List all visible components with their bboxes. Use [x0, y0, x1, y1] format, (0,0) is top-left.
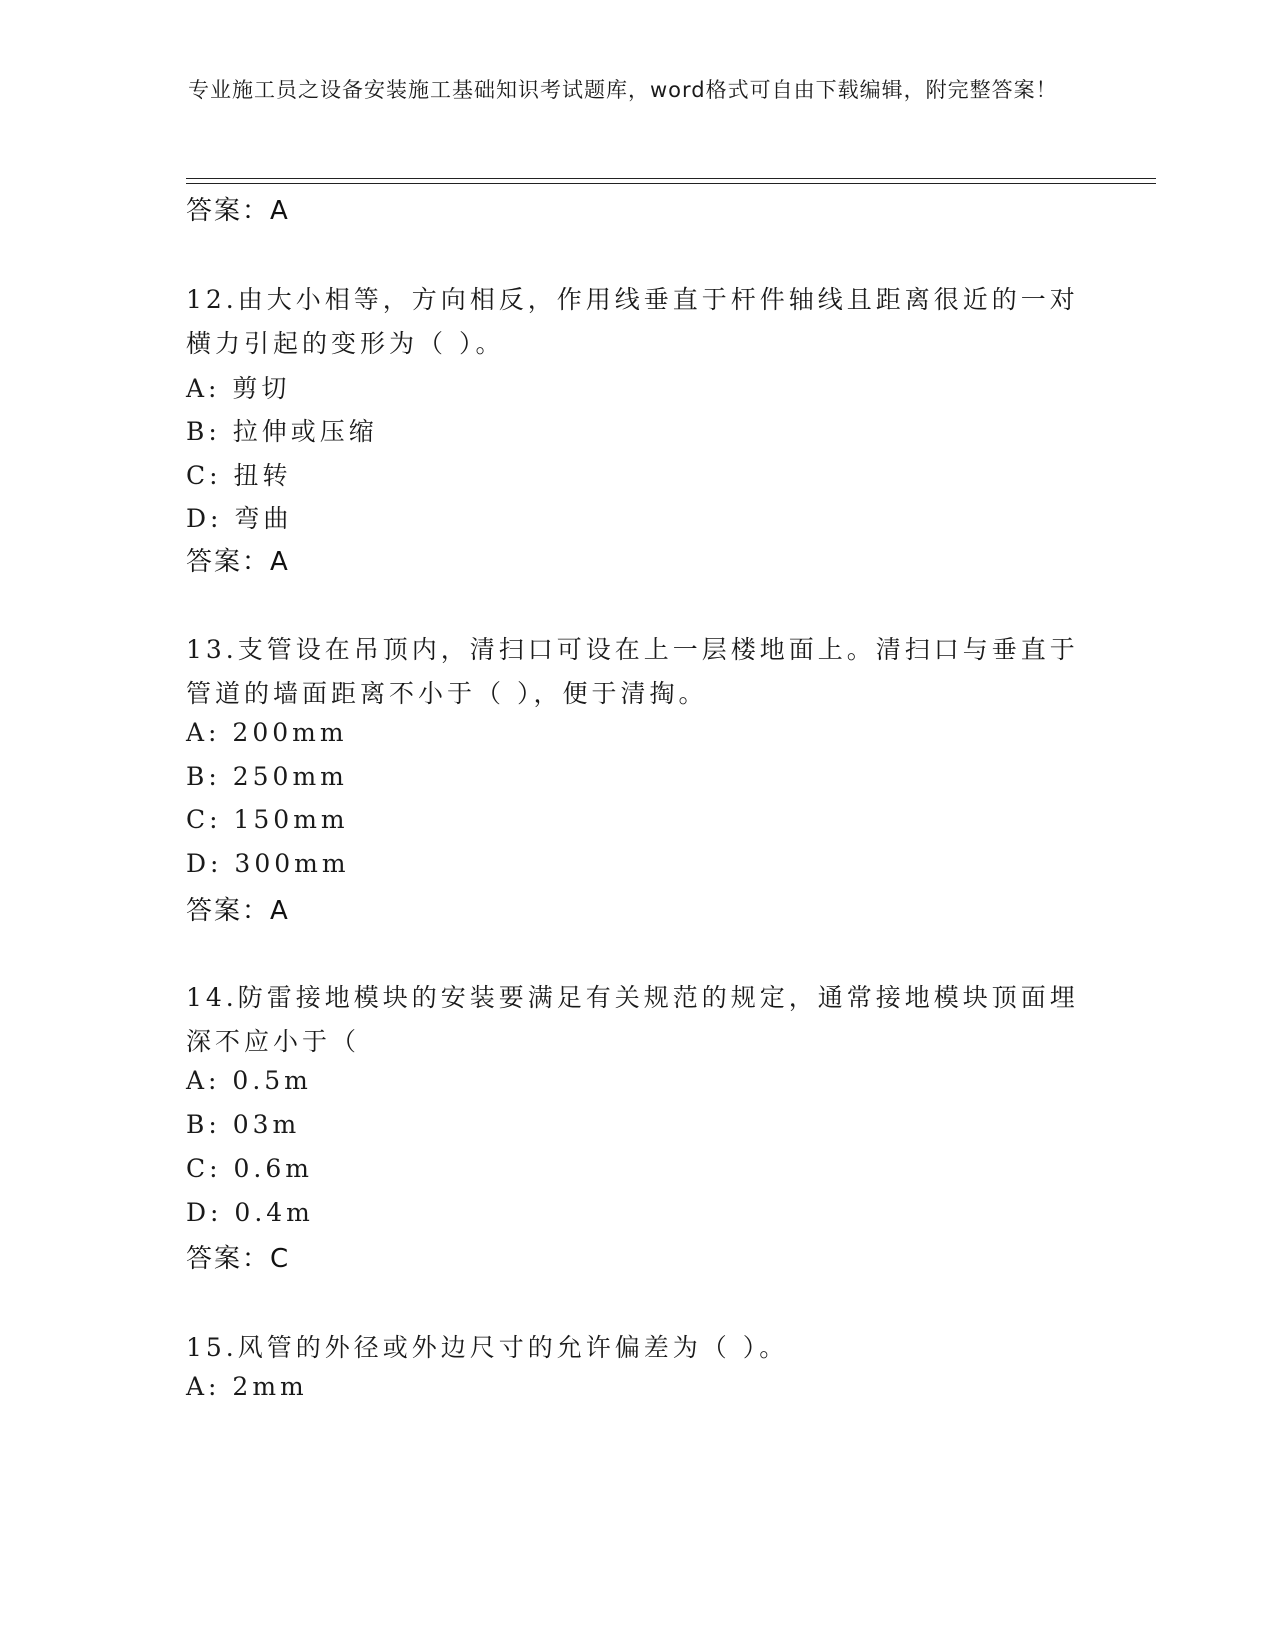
- option-b: B: 250mm: [186, 762, 348, 791]
- option-c: C: 0.6m: [186, 1154, 313, 1183]
- option-a: A: 0.5m: [186, 1066, 312, 1095]
- question-stem-continued: 管道的墙面距离不小于（ ），便于清掏。: [186, 679, 708, 708]
- document-header: 专业施工员之设备安装施工基础知识考试题库，word格式可自由下载编辑，附完整答案！: [188, 78, 1058, 102]
- header-divider-bottom: [186, 183, 1156, 184]
- answer: 答案：A: [186, 547, 290, 577]
- option-a: A: 2mm: [186, 1372, 308, 1401]
- header-divider-top: [186, 178, 1156, 179]
- previous-answer: 答案：A: [186, 196, 290, 226]
- question-stem: 15.风管的外径或外边尺寸的允许偏差为（ ）。: [186, 1333, 789, 1362]
- question-stem: 12.由大小相等，方向相反，作用线垂直于杆件轴线且距离很近的一对: [186, 285, 1079, 314]
- question-stem-continued: 横力引起的变形为（ ）。: [186, 329, 505, 358]
- option-b: B: 03m: [186, 1110, 301, 1139]
- option-a: A: 200mm: [186, 718, 348, 747]
- option-a: A: 剪切: [186, 374, 291, 403]
- option-b: B: 拉伸或压缩: [186, 417, 378, 446]
- question-stem: 14.防雷接地模块的安装要满足有关规范的规定，通常接地模块顶面埋: [186, 983, 1079, 1012]
- answer: 答案：A: [186, 896, 290, 926]
- option-c: C: 扭转: [186, 461, 292, 490]
- question-stem-continued: 深不应小于（: [186, 1027, 361, 1056]
- question-stem: 13.支管设在吊顶内，清扫口可设在上一层楼地面上。清扫口与垂直于: [186, 635, 1079, 664]
- option-c: C: 150mm: [186, 805, 349, 834]
- option-d: D: 0.4m: [186, 1198, 314, 1227]
- option-d: D: 弯曲: [186, 504, 293, 533]
- option-d: D: 300mm: [186, 849, 350, 878]
- answer: 答案：C: [186, 1244, 291, 1274]
